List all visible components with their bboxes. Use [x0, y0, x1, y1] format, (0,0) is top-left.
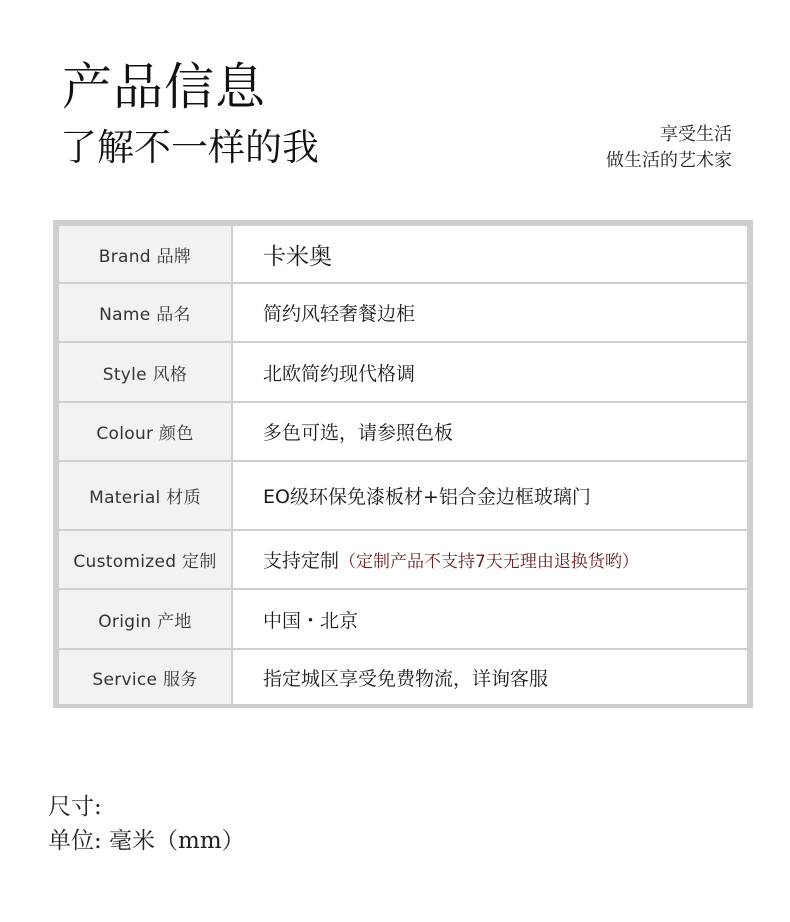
- spec-row-brand: [58, 225, 748, 283]
- page-subtitle: 了解不一样的我: [60, 126, 319, 169]
- spec-label-customized: Customized 定制: [58, 530, 232, 589]
- tagline: [606, 122, 732, 174]
- spec-row-colour: [58, 402, 748, 461]
- spec-label-colour: Colour 颜色: [58, 402, 232, 461]
- unit-label: 单位: 毫米（mm）: [48, 828, 245, 854]
- spec-label-brand: Brand 品牌: [58, 225, 232, 283]
- spec-label-service: Service 服务: [58, 649, 232, 705]
- tagline-line-1: 享受生活: [660, 124, 732, 145]
- spec-row-material: [58, 461, 748, 530]
- spec-value-service: 指定城区享受免费物流，详询客服: [232, 649, 748, 705]
- spec-label-name: Name 品名: [58, 283, 232, 342]
- page-title: 产品信息: [62, 58, 266, 116]
- spec-row-origin: [58, 589, 748, 649]
- dimensions-block: [48, 790, 245, 858]
- spec-value-colour: 多色可选，请参照色板: [232, 402, 748, 461]
- spec-label-style: Style 风格: [58, 342, 232, 402]
- spec-row-customized: [58, 530, 748, 589]
- spec-row-style: [58, 342, 748, 402]
- spec-value-brand: 卡米奥: [232, 225, 748, 283]
- tagline-line-2: 做生活的艺术家: [606, 150, 732, 171]
- spec-label-material: Material 材质: [58, 461, 232, 530]
- spec-label-origin: Origin 产地: [58, 589, 232, 649]
- spec-table: [53, 220, 753, 708]
- spec-value-origin: 中国・北京: [232, 589, 748, 649]
- spec-row-service: [58, 649, 748, 705]
- customized-note: （定制产品不支持7天无理由退换货哟）: [339, 552, 639, 572]
- size-label: 尺寸:: [48, 794, 102, 820]
- spec-row-name: [58, 283, 748, 342]
- customized-value: 支持定制: [263, 550, 340, 572]
- spec-value-style: 北欧简约现代格调: [232, 342, 748, 402]
- spec-value-customized: [232, 530, 748, 589]
- spec-value-material: EO级环保免漆板材+铝合金边框玻璃门: [232, 461, 748, 530]
- spec-value-name: 简约风轻奢餐边柜: [232, 283, 748, 342]
